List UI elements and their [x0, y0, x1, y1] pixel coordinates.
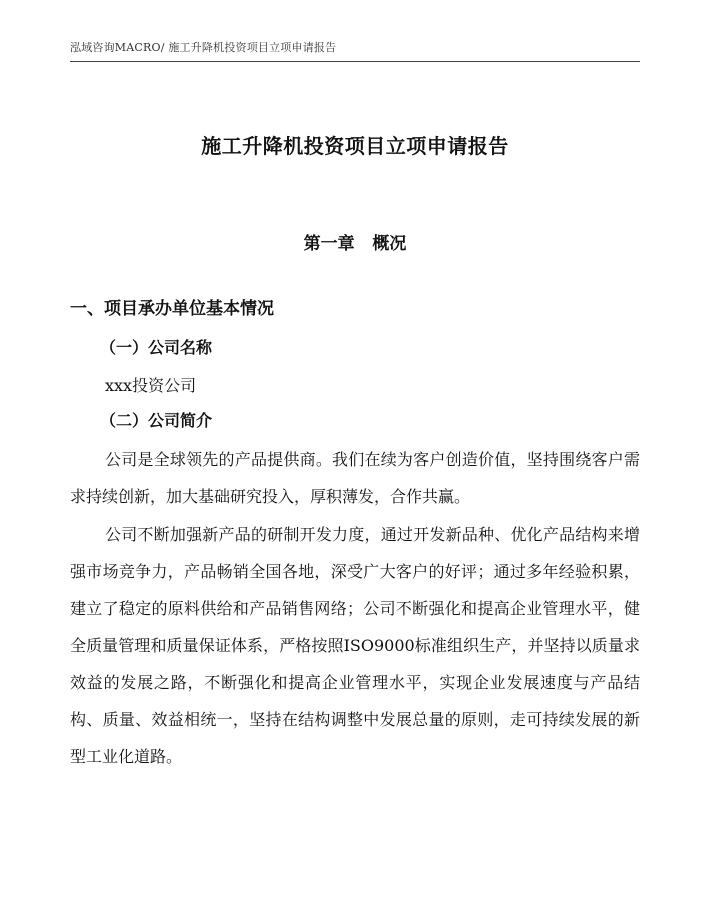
- document-title: 施工升降机投资项目立项申请报告: [201, 134, 509, 158]
- paragraph-development: 公司不断加强新产品的研制开发力度，通过开发新品种、优化产品结构来增强市场竞争力，产品畅销全国各地，深受广大客户的好评；通过多年经验积累，建立了稳定的原料供给和产品销售网络；公司不断强化和提高企业管理水平，健全质量管理和质量保证体系，严格按照ISO9000标准组织生产，并坚持以质量求效益的发展之路，不断强化和提高企业管理水平，实现企业发展速度与产品结构、质量、效益相统一，坚持在结构调整中发展总量的原则，走可持续发展的新型工业化道路。: [70, 525, 640, 766]
- section-heading: 一、项目承办单位基本情况: [70, 299, 274, 319]
- running-header: 泓域咨询MACRO/ 施工升降机投资项目立项申请报告: [70, 39, 640, 62]
- paragraph-intro: 公司是全球领先的产品提供商。我们在续为客户创造价值，坚持围绕客户需求持续创新，加大基础研究投入，厚积薄发，合作共赢。: [70, 450, 640, 506]
- chapter-heading: 第一章 概况: [303, 234, 407, 254]
- subsection-company-name: （一）公司名称: [100, 338, 213, 357]
- subsection-company-profile: （二）公司简介: [100, 411, 213, 430]
- company-name-text: xxx投资公司: [105, 376, 197, 395]
